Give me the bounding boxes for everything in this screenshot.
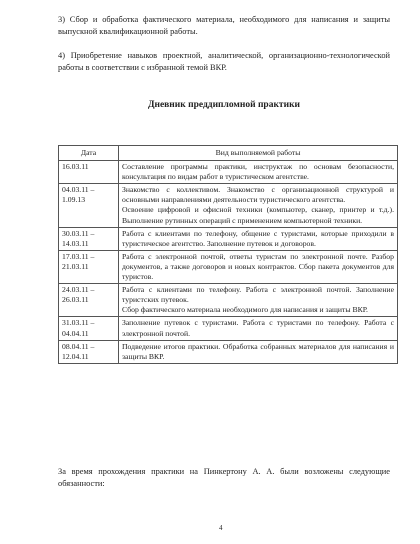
table-header-row [59, 146, 398, 161]
row-date: 16.03.11 [59, 161, 119, 184]
table-row [59, 340, 398, 363]
table-row [59, 227, 398, 250]
row-description-text: Заполнение путевок с туристами. Работа с туристами по телефону. Работа с электронной почтой. [122, 318, 394, 338]
row-description-text: Знакомство с коллективом. Знакомство с организационной структурой и основными направлениями деятельности туристического агентства. [122, 185, 394, 205]
table-row [59, 317, 398, 340]
table-row [59, 284, 398, 317]
table-row [59, 161, 398, 184]
row-description-text: Работа с электронной почтой, ответы туристам по электронной почте. Разбор документов, а также договоров и новых контрактов. Сбор пакета документов для туристов. [122, 251, 394, 282]
footer-paragraph: За время прохождения практики на Пинкертону А. А. были возложены следующие обязанности: [58, 467, 390, 488]
row-description [119, 250, 398, 283]
row-date: 30.03.11 – 14.03.11 [59, 227, 119, 250]
row-description [119, 340, 398, 363]
row-description [119, 161, 398, 184]
row-description-text: Работа с клиентами по телефону, общение с туристами, которые приходили в туристическое агентство. Заполнение путевок и договоров. [122, 228, 394, 248]
row-description-text: Составление программы практики, инструктаж по основам безопасности, консультация по видам работ в туристическом агентстве. [122, 162, 394, 182]
row-date: 08.04.11 – 12.04.11 [59, 340, 119, 363]
row-description [119, 227, 398, 250]
row-description-text: Работа с клиентами по телефону. Работа с электронной почтой. Заполнение туристских путевок. [122, 285, 394, 305]
page-title: Дневник преддипломной практики [147, 100, 301, 110]
row-description-text: Сбор фактического материала необходимого для написания и защиты ВКР. [122, 305, 368, 315]
row-date: 04.03.11 – 1.09.13 [59, 184, 119, 227]
row-date: 17.03.11 – 21.03.11 [59, 250, 119, 283]
row-date: 31.03.11 – 04.04.11 [59, 317, 119, 340]
row-description [119, 184, 398, 227]
row-description [119, 284, 398, 317]
header-date: Дата [59, 146, 119, 161]
intro-item-4: 4) Приобретение навыков проектной, аналитической, организационно-технологической работы в соответствии с избранной темой ВКР. [58, 51, 390, 72]
intro-item-3: 3) Сбор и обработка фактического материала, необходимого для написания и защиты выпускной квалификационной работы. [58, 15, 390, 36]
page-number: 4 [219, 524, 223, 532]
practice-diary-table [58, 145, 398, 364]
header-work-type: Вид выполняемой работы [119, 146, 398, 161]
row-description-text: Освоение цифровой и офисной техники (компьютер, сканер, принтер и т.д.). Выполнение рутинных операций с применением компьютерной техники. [122, 205, 394, 225]
table-row [59, 184, 398, 227]
table-row [59, 250, 398, 283]
row-date: 24.03.11 – 26.03.11 [59, 284, 119, 317]
row-description [119, 317, 398, 340]
row-description-text: Подведение итогов практики. Обработка собранных материалов для написания и защиты ВКР. [122, 341, 394, 361]
